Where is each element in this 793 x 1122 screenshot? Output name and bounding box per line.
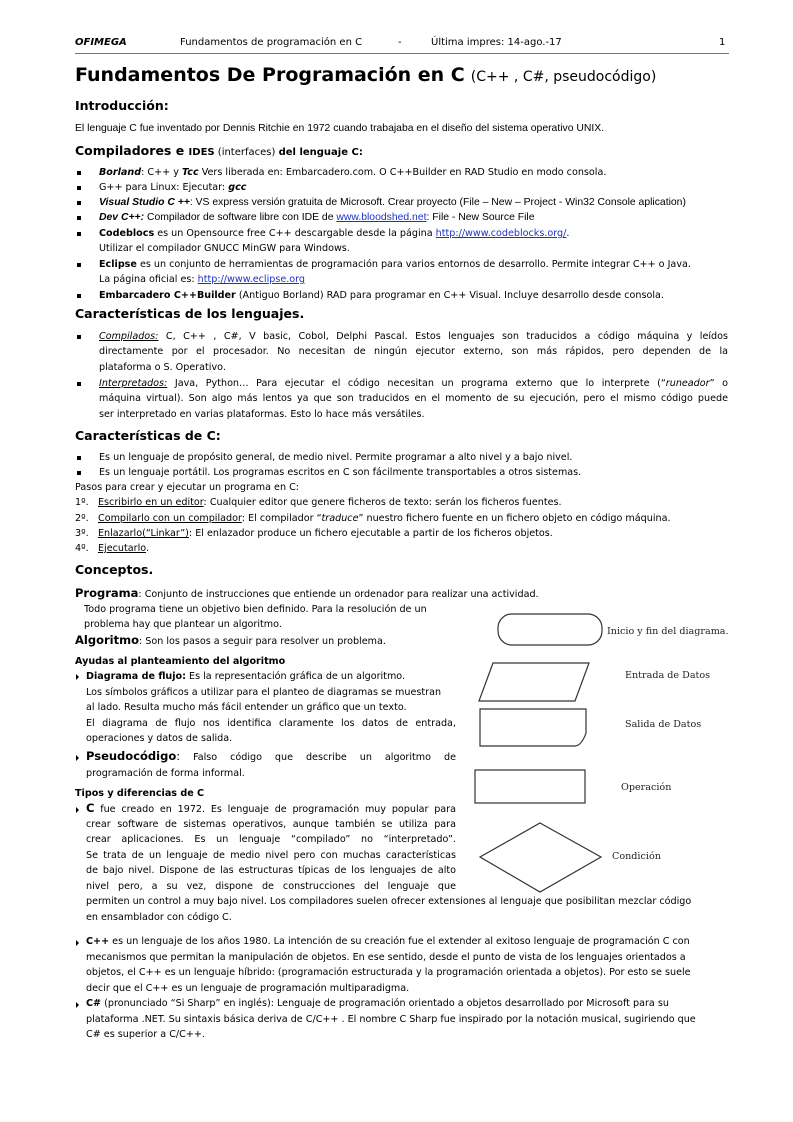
header-brand: OFIMEGA [75,37,127,48]
programa-line2: Todo programa tiene un objetivo bien definido. Para la resolución de un [84,604,427,615]
bullet-square [77,186,81,190]
header-printed: Última impres: 14-ago.-17 [431,37,562,48]
compiled-line1: Compilados: C, C++ , C#, V basic, Cobol, Delphi Pascal. Estos lenguajes son traducidos a código máquina y leídos [99,331,728,342]
flowchart-symbols [470,600,610,895]
c-line8: en ensamblador con código C. [86,912,232,923]
bullet-arrow [76,807,79,813]
output-label: Salida de Datos [625,719,702,730]
cpp-line1: C++ es un lenguaje de los años 1980. La intención de su creación fue el extender al exitoso lenguaje de programación C con [86,936,690,947]
header-page-number: 1 [719,37,726,48]
flow-line2: Los símbolos gráficos a utilizar para el planteo de diagramas se muestran [86,687,442,698]
intro-heading: Introducción: [75,98,169,113]
interpreted-line1: Interpretados: Java, Python… Para ejecutar el código necesitan un programa externo que lo interprete (“runeador” o [99,378,729,389]
bullet-square [77,294,81,298]
bullet-square [77,335,81,339]
eclipse-link[interactable]: http://www.eclipse.org [197,274,306,285]
c-line5: de bajo nivel. Dispone de las estructuras típicas de los lenguajes de alto [86,865,456,876]
pseudo-def: Pseudocódigo: Falso código que describe un algoritmo de [86,749,456,763]
bullet-arrow [76,674,79,680]
cs-line3: C# es superior a C/C++. [86,1029,205,1040]
steps-intro: Pasos para crear y ejecutar un programa en C: [75,482,300,493]
step-1: 1º. Escribirlo en un editor: Cualquier editor que genere ficheros de texto: serán los ficheros fuentes. [75,497,562,508]
cfeature-1: Es un lenguaje de propósito general, de medio nivel. Permite programar a alto nivel y a bajo nivel. [99,452,573,463]
codeblocks-link[interactable]: http://www.codeblocks.org/ [435,228,567,239]
decision-label: Condición [612,851,661,862]
output-document-symbol [480,709,586,746]
title-subtitle: (C++ , C#, pseudocódigo) [470,69,657,85]
compiler-eclipse: Eclipse es un conjunto de herramientas de programación para varios entornos de desarrollo. Permite integrar C++ o Java. [99,259,691,270]
compiler-gpp: G++ para Linux: Ejecutar: gcc [99,182,247,193]
c-line7: permiten un control a muy bajo nivel. Los compiladores suelen ofrecer extensiones al lenguaje que posibilitan mezclar código [86,896,692,907]
interpreted-line3: ser interpretado en varias plataformas. Esto lo hace más versátiles. [99,409,425,420]
compiler-eclipse-line2: La página oficial es: http://www.eclipse.org [99,274,306,285]
step-3: 3º. Enlazarlo(“Linkar”): El enlazador produce un fichero ejecutable a partir de los ficheros objetos. [75,528,553,539]
c-line1: C fue creado en 1972. Es lenguaje de programación muy popular para [86,801,456,815]
header-course: Fundamentos de programación en C [180,37,363,48]
aids-heading: Ayudas al planteamiento del algoritmo [75,656,286,667]
terminal-label: Inicio y fin del diagrama. [607,626,729,637]
c-line3: crear aplicaciones. Es un lenguaje “compilado” no “interpretado”. [86,834,456,845]
bullet-square [77,263,81,267]
step-4: 4º. Ejecutarlo. [75,543,149,554]
cs-line2: plataforma .NET. Su sintaxis básica deriva de C/C++ . El nombre C Sharp fue inspirado por la notación musical, sugiriendo que [86,1014,696,1025]
header-dash: - [398,37,402,48]
input-label: Entrada de Datos [625,670,711,681]
decision-diamond-symbol [480,823,601,892]
compiler-devcpp: Dev C++: Compilador de software libre con IDE de www.bloodshed.net: File - New Source File [99,212,535,223]
langs-heading: Características de los lenguajes. [75,306,305,321]
compiler-embarcadero: Embarcadero C++Builder (Antiguo Borland) RAD para programar en C++ Visual. Incluye desarrollo desde consola. [99,290,664,301]
c-line6: nivel pero, a su vez, dispone de construcciones del lenguaje que [86,881,456,892]
bullet-square [77,456,81,460]
types-heading: Tipos y diferencias de C [75,788,205,799]
concepts-heading: Conceptos. [75,562,154,577]
flow-line3: al lado. Resulta mucho más fácil entender un gráfico que un texto. [86,702,407,713]
flow-line5: operaciones y datos de salida. [86,733,233,744]
process-label: Operación [621,782,672,793]
cpp-line2: mecanismos que permitan la manipulación de objetos. En ese sentido, desde el punto de vista de los lenguajes orientados a [86,952,686,963]
compiled-line2: directamente por el procesador. No necesitan de ningún ejecutor externo, son más rápidos, pero dependen de la [99,346,728,357]
cfeatures-heading: Características de C: [75,428,221,443]
compiler-codeblocks: Codeblocs es un Opensource free C++ descargable desde la página http://www.codeblocks.org/. [99,228,570,239]
programa-line3: problema hay que plantear un algoritmo. [84,619,282,630]
bullet-square [77,232,81,236]
bullet-square [77,201,81,205]
pseudo-line2: programación de forma informal. [86,768,245,779]
bullet-arrow [76,755,79,761]
compiler-borland: Borland: C++ y Tcc Vers liberada en: Embarcadero.com. O C++Builder en RAD Studio en modo consola. [99,167,607,178]
step-2: 2º. Compilarlo con un compilador: El compilador “traduce” nuestro fichero fuente en un fichero objeto en código máquina. [75,513,671,524]
flow-line4: El diagrama de flujo nos identifica claramente los datos de entrada, [86,718,456,729]
c-line2: crear software de sistemas operativos, aunque también se utiliza para [86,819,456,830]
compiler-visual-studio: Visual Studio C ++: VS express versión gratuita de Microsoft. Crear proyecto (File – New – Project - Win32 Console aplication) [99,197,686,208]
process-symbol [475,770,585,803]
cfeature-2: Es un lenguaje portátil. Los programas escritos en C son fácilmente transportables a otros sistemas. [99,467,582,478]
compilers-heading: Compiladores e IDES (interfaces) del lenguaje C: [75,143,363,158]
input-parallelogram-symbol [479,663,589,701]
algoritmo-def: Algoritmo: Son los pasos a seguir para resolver un problema. [75,633,386,647]
bullet-square [77,471,81,475]
intro-text: El lenguaje C fue inventado por Dennis Ritchie en 1972 cuando trabajaba en el diseño del sistema operativo UNIX. [75,123,605,134]
bullet-arrow [76,940,79,946]
cs-line1: C# (pronunciado “Si Sharp” en inglés): Lenguaje de programación orientado a objetos desarrollado por Microsoft para su [86,998,669,1009]
page-title [75,64,656,86]
header-rule [75,53,729,54]
bullet-square [77,171,81,175]
bullet-arrow [76,1002,79,1008]
flow-def: Diagrama de flujo: Es la representación gráfica de un algoritmo. [86,671,406,682]
cpp-line3: objetos, el C++ es un lenguaje híbrido: (programación estructurada y la programación orientada a objetos). Por esto se suele [86,967,691,978]
c-line4: Se trata de un lenguaje de medio nivel pero con muchas características [86,850,456,861]
cpp-line4: decir que el C++ es un lenguaje de programación multiparadigma. [86,983,410,994]
terminal-symbol [498,614,602,645]
bullet-square [77,382,81,386]
bloodshed-link[interactable]: www.bloodshed.net [336,212,427,223]
programa-def: Programa: Conjunto de instrucciones que entiende un ordenador para realizar una actividad. [75,586,539,600]
compiled-line3: plataforma o S. Operativo. [99,362,226,373]
interpreted-line2: máquina virtual). Son algo más lentos ya que son traducidos en el momento de su ejecución, pero el mismo código puede [99,393,728,404]
title-main: Fundamentos De Programación en C [75,64,465,86]
bullet-square [77,216,81,220]
compiler-codeblocks-line2: Utilizar el compilador GNUCC MinGW para Windows. [99,243,350,254]
